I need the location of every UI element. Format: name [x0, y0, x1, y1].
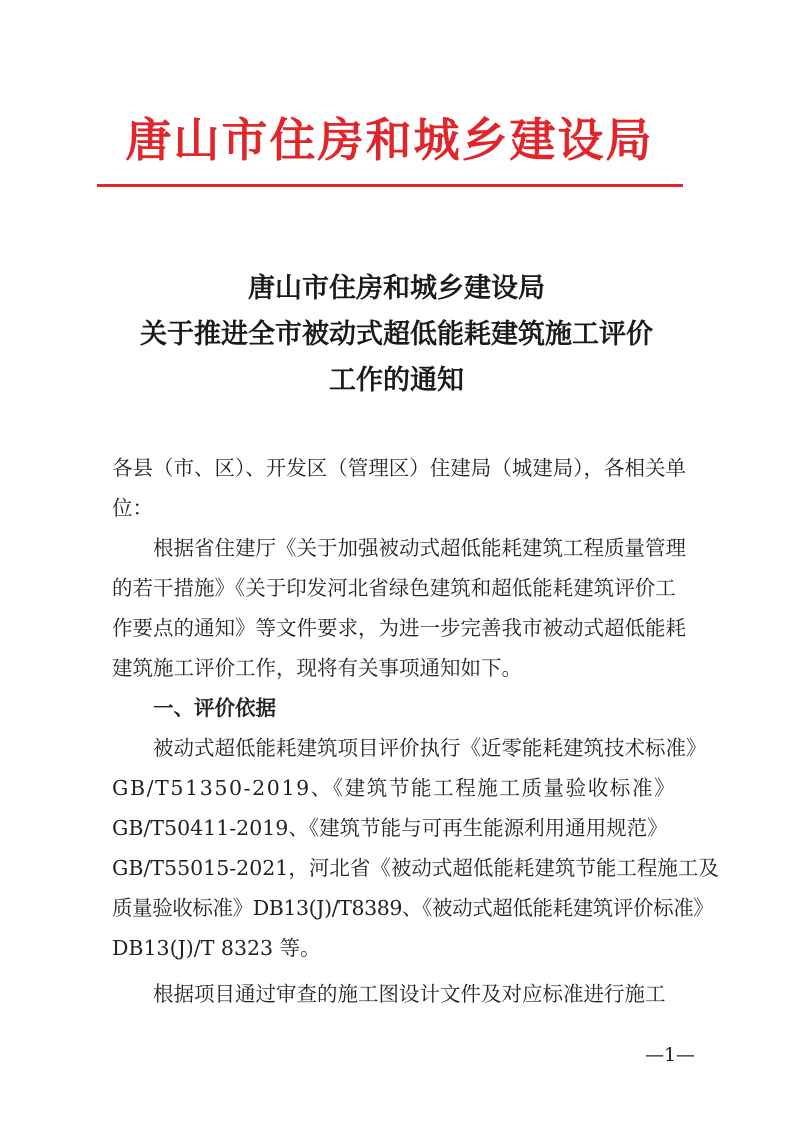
paragraph-2-line-3: GB/T50411-2019、《建筑节能与可再生能源利用通用规范》	[112, 816, 668, 840]
document-title-line-1: 唐山市住房和城乡建设局	[248, 273, 545, 304]
paragraph-2-line-4: GB/T55015-2021，河北省《被动式超低能耗建筑节能工程施工及	[112, 856, 719, 880]
paragraph-2-line-5: 质量验收标准》DB13(J)/T8389、《被动式超低能耗建筑评价标准》	[112, 896, 714, 920]
paragraph-2-line-6: DB13(J)/T 8323 等。	[112, 936, 321, 960]
paragraph-1-line-1: 根据省住建厅《关于加强被动式超低能耗建筑工程质量管理	[153, 536, 686, 560]
document-title-line-3: 工作的通知	[329, 365, 464, 396]
page-number: —1—	[644, 1044, 696, 1066]
paragraph-2-line-1: 被动式超低能耗建筑项目评价执行《近零能耗建筑技术标准》	[153, 736, 707, 760]
addressee-line-1: 各县（市、区）、开发区（管理区）住建局（城建局），各相关单	[112, 456, 686, 480]
addressee-line-2: 位：	[112, 496, 153, 520]
addressee	[112, 448, 694, 528]
letterhead-title: 唐山市住房和城乡建设局	[125, 113, 654, 167]
section-1-heading: 一、评价依据	[153, 696, 276, 720]
paragraph-1-line-2: 的若干措施》《关于印发河北省绿色建筑和超低能耗建筑评价工	[112, 576, 676, 600]
paragraph-2	[112, 728, 719, 968]
paragraph-1-line-3: 作要点的通知》等文件要求，为进一步完善我市被动式超低能耗	[112, 616, 686, 640]
document-title-line-2: 关于推进全市被动式超低能耗建筑施工评价	[140, 319, 653, 350]
paragraph-3-line-1: 根据项目通过审查的施工图设计文件及对应标准进行施工	[153, 982, 666, 1006]
document-title	[80, 266, 713, 404]
document-body	[112, 448, 719, 1014]
paragraph-1	[112, 528, 694, 688]
paragraph-2-line-2: GB/T51350-2019、《建筑节能工程施工质量验收标准》	[112, 776, 677, 800]
paragraph-1-line-4: 建筑施工评价工作，现将有关事项通知如下。	[112, 656, 522, 680]
letterhead-red-rule	[97, 184, 683, 187]
paragraph-3	[112, 974, 694, 1014]
